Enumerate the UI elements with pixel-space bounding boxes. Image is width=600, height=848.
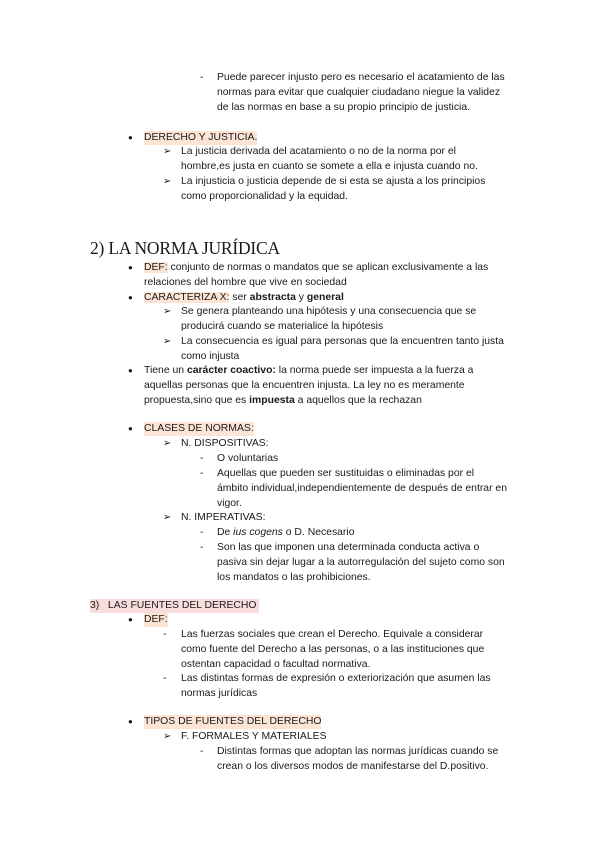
text-line: como injusta [181, 351, 240, 362]
text-line: como proporcionalidad y la equidad. [181, 191, 348, 202]
text-line [144, 394, 422, 408]
text-line [217, 526, 354, 540]
text-line: como fuente del Derecho a las personas, o a las instituciones que [181, 644, 485, 655]
car-label: CARACTERIZA X: [144, 292, 230, 303]
text-line: Son las que imponen una determinada conducta activa o [217, 542, 480, 553]
text-line: relaciones del hombre que vive en sociedad [144, 277, 347, 288]
bold-text: impuesta [249, 395, 295, 406]
section-label: CLASES DE NORMAS: [144, 423, 254, 434]
subsection-label: F. FORMALES Y MATERIALES [181, 731, 327, 742]
bullet-icon: ● [128, 717, 133, 726]
car-text: ser [229, 292, 250, 303]
text-line: La justicia derivada del acatamiento o no de la norma por el [181, 146, 456, 157]
italic-text: ius cogens [233, 527, 283, 538]
text: propuesta,sino que es [144, 395, 250, 406]
def-label: DEF: [144, 262, 168, 273]
dash-marker: - [200, 453, 204, 464]
text-line: de las normas en base a su propio principio de justicia. [217, 102, 470, 113]
dash-marker: - [200, 72, 204, 83]
arrow-bullet-icon: ➢ [163, 146, 172, 157]
section-label: DERECHO Y JUSTICIA. [144, 132, 258, 143]
text-line: ostentan capacidad o facultad normativa. [181, 659, 371, 670]
bullet-icon: ● [128, 615, 133, 624]
text-line: normas jurídicas [181, 688, 258, 699]
text-line: producirá cuando se materialice la hipótesis [181, 321, 384, 332]
text-line: aquellas personas que la encuentren injusta. La ley no es meramente [144, 380, 465, 391]
bullet-icon: ● [128, 133, 133, 142]
dash-marker: - [200, 746, 204, 757]
coactivo-line [144, 364, 473, 378]
text-line: Aquellas que pueden ser sustituidas o eliminadas por el [217, 468, 475, 479]
text-line: Las fuerzas sociales que crean el Derecho. Equivale a considerar [181, 629, 484, 640]
section-title: LAS FUENTES DEL DERECHO [107, 600, 257, 611]
section-label: TIPOS DE FUENTES DEL DERECHO [144, 716, 322, 727]
text-line: crean o los diversos modos de manifestarse del D.positivo. [217, 761, 489, 772]
bullet-icon: ● [128, 263, 133, 272]
text-line: Se genera planteando una hipótesis y una consecuencia que se [181, 306, 477, 317]
car-general: general [306, 292, 344, 303]
section-heading: 2) LA NORMA JURÍDICA [90, 238, 280, 258]
def-text: conjunto de normas o mandatos que se aplican exclusivamente a las [167, 262, 489, 273]
text-line: pasiva sin dejar lugar a la autorregulación del sujeto como son [217, 557, 505, 568]
text: a aquellos que la rechazan [294, 395, 422, 406]
text: o D. Necesario [282, 527, 355, 538]
text-line: La injusticia o justicia depende de si esta se ajusta a los principios [181, 176, 486, 187]
car-text: y [295, 292, 307, 303]
text-line: normas para evitar que cualquier ciudadano niegue la validez [217, 87, 501, 98]
section-heading [90, 599, 259, 613]
text: la norma puede ser impuesta a la fuerza a [275, 365, 474, 376]
arrow-bullet-icon: ➢ [163, 438, 172, 449]
arrow-bullet-icon: ➢ [163, 306, 172, 317]
dash-marker: - [200, 468, 204, 479]
definition-line [144, 261, 488, 275]
car-abstracta: abstracta [249, 292, 296, 303]
arrow-bullet-icon: ➢ [163, 336, 172, 347]
text-line: O voluntarias [217, 453, 279, 464]
text-line: Puede parecer injusto pero es necesario el acatamiento de las [217, 72, 505, 83]
subsection-label: N. DISPOSITIVAS: [181, 438, 269, 449]
dash-marker: - [200, 542, 204, 553]
text-line: los mandatos o las prohibiciones. [217, 572, 371, 583]
dash-marker: - [200, 527, 204, 538]
arrow-bullet-icon: ➢ [163, 731, 172, 742]
text: Tiene un [144, 365, 187, 376]
subsection-label: N. IMPERATIVAS: [181, 512, 266, 523]
text-line: ámbito individual,independientemente de después de entrar en [217, 483, 507, 494]
bullet-icon: ● [128, 293, 133, 302]
text-line: Las distintas formas de expresión o exteriorización que asumen las [181, 673, 491, 684]
dash-marker: - [163, 673, 167, 684]
characteristics-line [144, 291, 344, 305]
bullet-icon: ● [128, 424, 133, 433]
text-line: Distintas formas que adoptan las normas jurídicas cuando se [217, 746, 499, 757]
text-line: vigor. [217, 498, 242, 509]
text-line: La consecuencia es igual para personas que la encuentren tanto justa [181, 336, 504, 347]
section-number: 3) [90, 600, 100, 611]
text: De [217, 527, 234, 538]
bold-text: carácter coactivo: [186, 365, 276, 376]
arrow-bullet-icon: ➢ [163, 512, 172, 523]
def-label: DEF: [144, 614, 168, 625]
bullet-icon: ● [128, 366, 133, 375]
dash-marker: - [163, 629, 167, 640]
text-line: hombre,es justa en cuanto se somete a ella e injusta cuando no. [181, 161, 478, 172]
arrow-bullet-icon: ➢ [163, 176, 172, 187]
